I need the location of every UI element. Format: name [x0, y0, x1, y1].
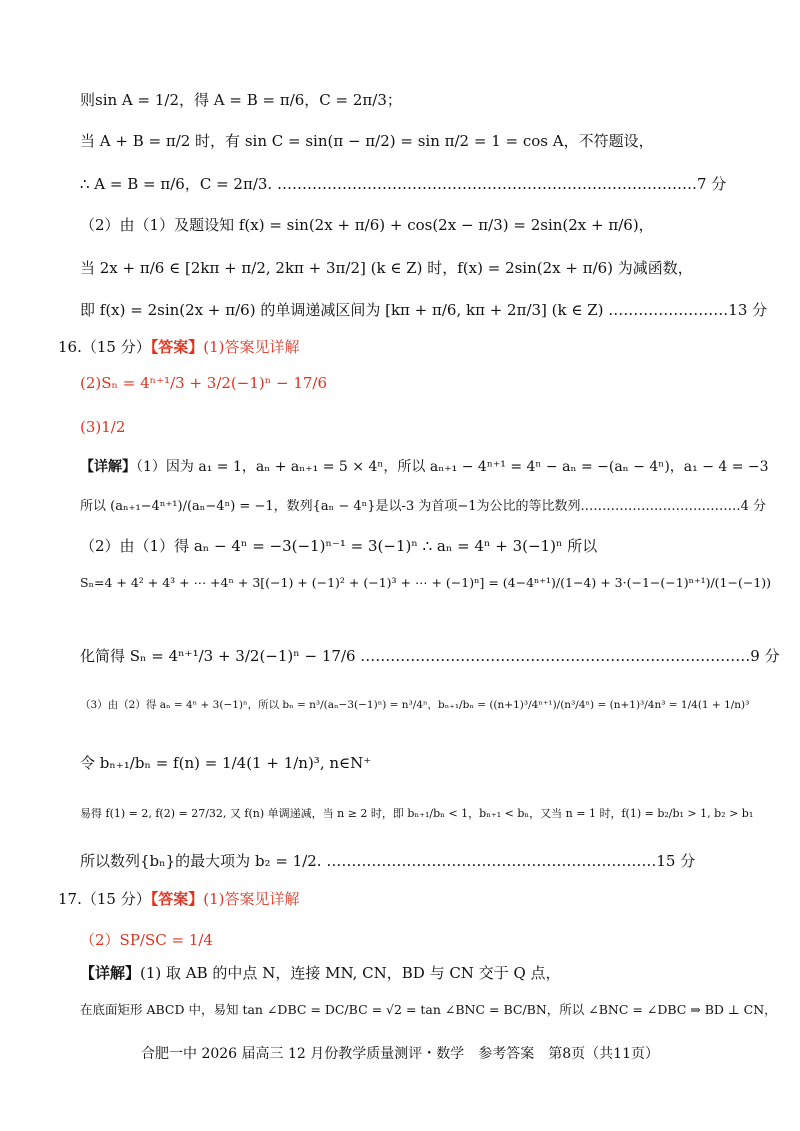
solution-line-1: 则sin A = 1/2，得 A = B = π/6，C = 2π/3； [80, 91, 402, 109]
detail-line-3: （2）由（1）得 aₙ − 4ⁿ = −3(−1)ⁿ⁻¹ = 3(−1)ⁿ ∴ aₙ = 4ⁿ + 3(−1)ⁿ 所以 [80, 537, 598, 555]
answer-part-3: (3)1/2 [80, 418, 126, 436]
solution-line-6: 即 f(x) = 2sin(2x + π/6) 的单调递减区间为 [kπ + π/6, kπ + 2π/3] (k ∈ Z) ……………………13 分 [80, 301, 768, 319]
q17-detail-line-2: 在底面矩形 ABCD 中，易知 tan ∠DBC = DC/BC = √2 = tan ∠BNC = BC/BN，所以 ∠BNC = ∠DBC ⇒ BD ⊥ CN， [80, 1002, 777, 1017]
detail-line-5: 化简得 Sₙ = 4ⁿ⁺¹/3 + 3/2(−1)ⁿ − 17/6 ……………………………………………………………………9 分 [80, 647, 780, 665]
detail-tag: 【详解】 [80, 459, 136, 475]
question-17-number: 17.（15 分） [58, 890, 151, 908]
solution-line-2: 当 A + B = π/2 时，有 sin C = sin(π − π/2) = sin π/2 = 1 = cos A，不符题设， [80, 132, 654, 150]
detail-line-4: Sₙ=4 + 4² + 4³ + ⋯ +4ⁿ + 3[(−1) + (−1)² + (−1)³ + ⋯ + (−1)ⁿ] = (4−4ⁿ⁺¹)/(1−4) + 3·(−1−(−1)ⁿ⁺¹)/(1−(−1)) [80, 575, 772, 590]
detail-line-2: 所以 (aₙ₊₁−4ⁿ⁺¹)/(aₙ−4ⁿ) = −1，数列{aₙ − 4ⁿ}是以-3 为首项−1为公比的等比数列.………………………………4 分 [80, 499, 767, 514]
answer-part-2: (2)Sₙ = 4ⁿ⁺¹/3 + 3/2(−1)ⁿ − 17/6 [80, 374, 328, 392]
page-footer: 合肥一中 2026 届高三 12 月份教学质量测评・数学 参考答案 第8页（共11页） [141, 1046, 659, 1062]
question-16-number: 16.（15 分） [58, 338, 151, 356]
solution-line-5: 当 2x + π/6 ∈ [2kπ + π/2, 2kπ + 3π/2] (k ∈ Z) 时，f(x) = 2sin(2x + π/6) 为减函数， [80, 259, 693, 277]
detail-tag: 【详解】 [80, 964, 141, 982]
question-16-heading [58, 337, 299, 357]
solution-line-4: （2）由（1）及题设知 f(x) = sin(2x + π/6) + cos(2x − π/3) = 2sin(2x + π/6)， [80, 216, 654, 234]
detail-line-9: 所以数列{bₙ}的最大项为 b₂ = 1/2. …………………………………………………………15 分 [80, 852, 696, 870]
detail-line-6: （3）由（2）得 aₙ = 4ⁿ + 3(−1)ⁿ，所以 bₙ = n³/(aₙ−3(−1)ⁿ) = n³/4ⁿ，bₙ₊₁/bₙ = ((n+1)³/4ⁿ⁺¹)/(n³/4ⁿ) = (n+1)³/4n³ = 1/4(1 + 1/n)³ [80, 699, 750, 711]
answer-tag: 【答案】 [150, 338, 204, 356]
detail-line-7: 令 bₙ₊₁/bₙ = f(n) = 1/4(1 + 1/n)³, n∈N⁺ [80, 754, 372, 772]
detail-line-1 [80, 457, 769, 477]
answer-part-2: （2）SP/SC = 1/4 [80, 931, 213, 949]
q17-detail-line-1 [80, 963, 561, 983]
answer-part-1: (1)答案见详解 [203, 338, 300, 356]
q17-detail-line-1-text: (1) 取 AB 的中点 N，连接 MN, CN，BD 与 CN 交于 Q 点， [140, 964, 561, 982]
solution-line-3: ∴ A = B = π/6，C = 2π/3. …………………………………………………………………………7 分 [80, 175, 727, 193]
answer-tag: 【答案】 [150, 890, 204, 908]
question-17-heading [58, 889, 299, 909]
answer-part-1: (1)答案见详解 [203, 890, 300, 908]
detail-line-8: 易得 f(1) = 2, f(2) = 27/32, 又 f(n) 单调递减，当 n ≥ 2 时，即 bₙ₊₁/bₙ < 1，bₙ₊₁ < bₙ，又当 n = 1 时，f(1) = b₂/b₁ > 1, b₂ > b₁ [80, 807, 754, 820]
detail-line-1-text: （1）因为 a₁ = 1，aₙ + aₙ₊₁ = 5 × 4ⁿ，所以 aₙ₊₁ − 4ⁿ⁺¹ = 4ⁿ − aₙ = −(aₙ − 4ⁿ)，a₁ − 4 = −3 [136, 459, 769, 475]
